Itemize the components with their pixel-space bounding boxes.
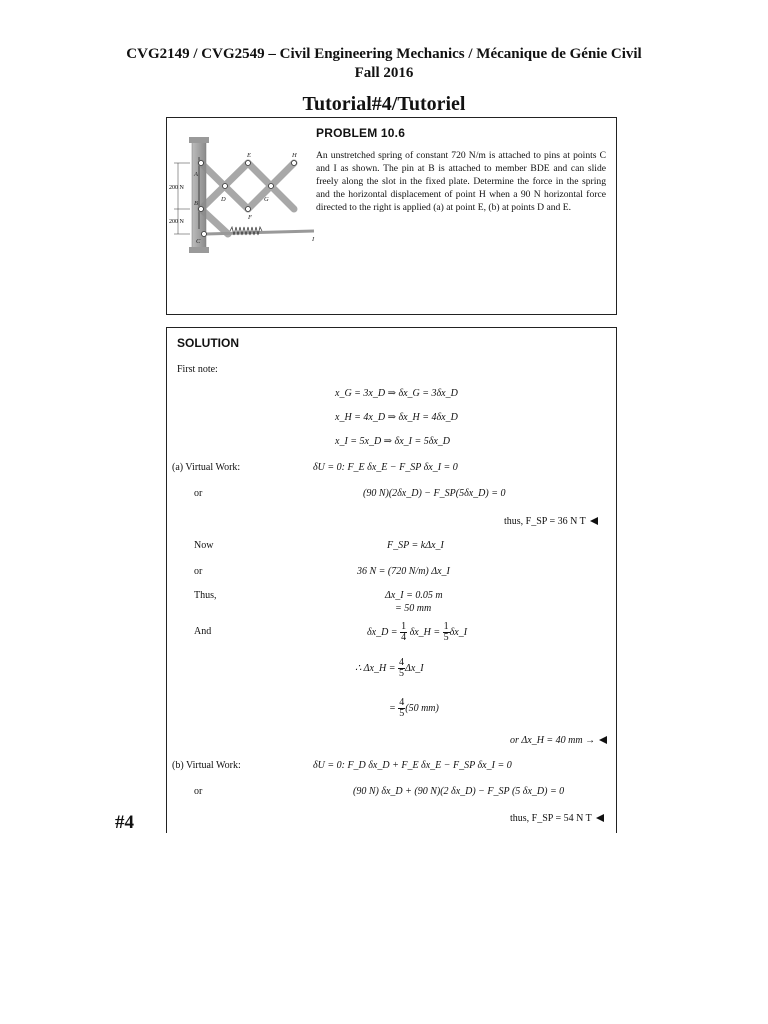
thus-label: Thus, xyxy=(194,590,217,601)
label-G: G xyxy=(264,196,269,203)
label-H: H xyxy=(292,152,297,159)
problem-box xyxy=(166,117,617,315)
kinematic-eq-3: x_I = 5x_D ⇒ δx_I = 5δx_D xyxy=(335,436,451,447)
or-1: or xyxy=(194,488,203,499)
solution-box xyxy=(166,327,617,833)
part-b-spring-force-result: thus, F_SP = 54 N T xyxy=(510,813,604,824)
part-a-displacement-result: or Δx_H = 40 mm → xyxy=(510,735,607,746)
part-a-label: (a) Virtual Work: xyxy=(172,462,241,473)
label-E: E xyxy=(247,152,251,159)
term-header: Fall 2016 xyxy=(354,65,414,81)
label-B: B xyxy=(194,200,198,207)
problem-title: PROBLEM 10.6 xyxy=(316,126,406,140)
therefore-eq: ∴ Δx_H = $\frac{4}{5}$ Δx_I xyxy=(355,657,424,679)
part-a-spring-force-result: thus, F_SP = 36 N T xyxy=(504,516,598,527)
part-b-label: (b) Virtual Work: xyxy=(172,760,241,771)
first-note: First note: xyxy=(177,364,218,375)
result-marker-icon xyxy=(596,814,604,822)
delta-xi-meters: Δx_I = 0.05 m xyxy=(385,590,443,601)
tutorial-title: Tutorial#4/Tutoriel xyxy=(302,93,466,115)
label-F: F xyxy=(248,214,252,221)
displacement-ratio-eq: δx_D = $\frac{1}{4}$ δx_H = $\frac{1}{5}$ δx_I xyxy=(367,621,468,643)
solution-title: SOLUTION xyxy=(177,336,239,350)
page-number: #4 xyxy=(115,812,134,833)
result-marker-icon xyxy=(590,517,598,525)
kinematic-eq-1: x_G = 3x_D ⇒ δx_G = 3δx_D xyxy=(335,388,458,399)
or-3: or xyxy=(194,786,203,797)
delta-xi-mm: = 50 mm xyxy=(395,603,432,614)
or-2: or xyxy=(194,566,203,577)
label-C: C xyxy=(196,238,201,245)
spring-numeric-eq: 36 N = (720 N/m) Δx_I xyxy=(357,566,450,577)
dim-label-1: 200 N xyxy=(169,185,184,191)
spring-law-eq: F_SP = kΔx_I xyxy=(387,540,444,551)
course-header: CVG2149 / CVG2549 – Civil Engineering Mechanics / Mécanique de Génie Civil xyxy=(126,46,642,62)
label-A: A xyxy=(194,171,198,178)
part-b-virtual-work-eq: δU = 0: F_D δx_D + F_E δx_E − F_SP δx_I = 0 xyxy=(313,760,512,771)
label-D: D xyxy=(221,196,226,203)
part-b-substituted-eq: (90 N) δx_D + (90 N)(2 δx_D) − F_SP (5 δx_D) = 0 xyxy=(353,786,565,797)
now-label: Now xyxy=(194,540,214,551)
problem-statement: An unstretched spring of constant 720 N/m is attached to pins at points C and I as shown. The pin at B is attached to member BDE and can slide freely along the slot in the fixed plate. Determine the force in the spring and the horizontal displacement of point H when a 90 N horizontal force directed to the right is applied (a) at point E, (b) at points D and E. xyxy=(316,150,606,213)
part-a-substituted-eq: (90 N)(2δx_D) − F_SP(5δx_D) = 0 xyxy=(363,488,506,499)
dim-label-2: 200 N xyxy=(169,219,184,225)
and-label: And xyxy=(194,626,212,637)
part-a-virtual-work-eq: δU = 0: F_E δx_E − F_SP δx_I = 0 xyxy=(313,462,458,473)
mechanism-diagram xyxy=(168,119,316,259)
label-I: I xyxy=(312,236,315,243)
calc-eq: = $\frac{4}{5}$ (50 mm) xyxy=(389,697,439,719)
result-marker-icon xyxy=(599,736,607,744)
scissor-links xyxy=(201,163,294,234)
kinematic-eq-2: x_H = 4x_D ⇒ δx_H = 4δx_D xyxy=(335,412,458,423)
